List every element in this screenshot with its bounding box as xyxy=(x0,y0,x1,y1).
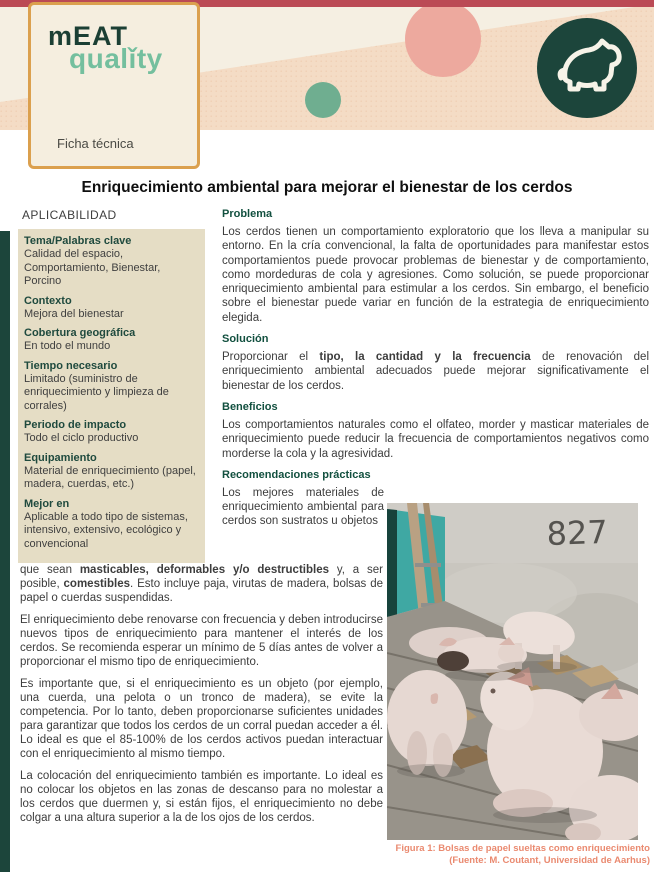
page-title: Enriquecimiento ambiental para mejorar el bienestar de los cerdos xyxy=(81,179,573,196)
sidebar-item-tiempo xyxy=(24,359,199,414)
sidebar-item-periodo xyxy=(24,418,199,446)
solucion-text-pre: Proporcionar el xyxy=(222,351,320,364)
recomendaciones-wrap-paragraph xyxy=(20,563,383,605)
pink-circle xyxy=(405,1,481,77)
sidebar-item-value: Mejora del bienestar xyxy=(24,307,124,320)
sidebar-item-label: Tiempo necesario xyxy=(24,359,118,372)
wrap-text-post: . Esto incluye paja, virutas de madera, bolsas de papel o cuerdas suspendidas. xyxy=(20,578,383,604)
beneficios-paragraph: Los comportamientos naturales como el olfateo, morder y masticar materiales de enriquecimiento puede reducir la frecuencia de comportamientos negativos como morderse la cola y la agresividad. xyxy=(222,418,649,460)
wrap-text-pre: que sean xyxy=(20,564,80,576)
solucion-text-post: de renovación del enriquecimiento ambiental adecuados puede mejorar significativamente el bienestar de los cerdos. xyxy=(222,351,649,392)
sidebar-item-tema xyxy=(24,234,199,289)
figure-caption-line1: Figura 1: Bolsas de papel sueltas como enriquecimiento xyxy=(395,843,650,854)
sidebar-heading: APLICABILIDAD xyxy=(22,208,117,222)
logo-meat: mEAT xyxy=(48,21,129,51)
solucion-paragraph xyxy=(222,350,649,393)
sidebar-item-cobertura xyxy=(24,326,199,354)
recomendaciones-paragraph-3: Es importante que, si el enriquecimiento es un objeto (por ejemplo, una cuerda, una pelota o un tronco de madera), se evite la competencia. Por lo tanto, deben proporcionarse suficientes unidades para garantizar que todos los cerdos de un corral puedan acceder a él. Lo ideal es que el 85-100% de los cerdos activos puedan interactuar con el enriquecimiento al mismo tiempo. xyxy=(20,678,383,760)
recomendaciones-paragraph-2: El enriquecimiento debe renovarse con frecuencia y deben introducirse nuevos tipos de enriquecimiento para mantener el interés de los cerdos. Se recomienda esperar un mínimo de 5 días antes de volver a proporcionar el mismo tipo de enriquecimiento. xyxy=(20,614,383,668)
sidebar-item-equipamiento xyxy=(24,451,199,492)
sidebar-item-label: Tema/Palabras clave xyxy=(24,235,132,247)
sidebar-item-label: Periodo de impacto xyxy=(24,419,127,431)
green-circle xyxy=(305,82,341,118)
section-heading-solucion: Solución xyxy=(222,333,269,346)
logo-box xyxy=(28,2,200,169)
wrap-text-bold1: masticables, deformables y/o destructibles xyxy=(79,564,329,576)
sidebar-box xyxy=(18,229,205,563)
sidebar-item-value: En todo el mundo xyxy=(24,340,111,352)
wrap-text-mid: y, a ser posible, xyxy=(20,564,384,590)
sidebar-item-value: Limitado (suministro de enriquecimiento y limpieza de corrales) xyxy=(24,372,169,412)
section-heading-problema: Problema xyxy=(222,208,273,220)
sidebar-item-label: Mejor en xyxy=(24,497,70,510)
section-heading-recomendaciones: Recomendaciones prácticas xyxy=(222,468,371,481)
sidebar-item-contexto xyxy=(24,294,199,322)
wrap-text-bold2: comestibles xyxy=(63,578,131,590)
figure-caption xyxy=(320,843,650,866)
main-column xyxy=(222,208,649,537)
logo-tagline: Ficha técnica xyxy=(57,136,134,151)
sidebar-item-value: Aplicable a todo tipo de sistemas, intensivo, extensivo, ecológico y convencional xyxy=(24,510,188,550)
pig-badge xyxy=(537,18,637,118)
lower-text-column xyxy=(20,563,383,833)
sidebar-item-label: Equipamiento xyxy=(24,451,97,464)
sidebar-item-mejor-en xyxy=(24,497,199,552)
problema-paragraph: Los cerdos tienen un comportamiento exploratorio que los lleva a manipular su entorno. En la cría convencional, la falta de oportunidades para manifestar estos comportamientos puede provocar problemas de bienestar y de comportamiento, como mordeduras de cola y agresiones. Como solución, se puede proporcionar enriquecimiento ambiental para estimular a los cerdos. Sin embargo, el beneficio sobre el bienestar puede variar en función de la estrategia de enriquecimiento elegida. xyxy=(222,226,649,324)
section-heading-beneficios: Beneficios xyxy=(222,400,278,413)
sidebar-item-label: Contexto xyxy=(24,294,72,307)
sidebar-item-value: Todo el ciclo productivo xyxy=(24,432,139,444)
sidebar-item-value: Calidad del espacio, Comportamiento, Bienestar, Porcino xyxy=(24,248,161,287)
solucion-text-bold: tipo, la cantidad y la frecuencia xyxy=(319,351,531,364)
figure-photo-pigs xyxy=(387,503,638,840)
pen-number: 827 xyxy=(545,512,609,553)
figure-caption-line2: (Fuente: M. Coutant, Universidad de Aarhus) xyxy=(449,854,650,866)
pigs-pen-illustration xyxy=(387,503,638,840)
recomendaciones-paragraph-4: La colocación del enriquecimiento también es importante. Lo ideal es no colocar los objetos en las zonas de descanso para no molestar a los cerdos que duermen y, si están fijos, el enriquecimiento no debe colgar a una altura superior a la de los ojos de los cerdos. xyxy=(20,770,383,824)
sidebar-item-label: Cobertura geográfica xyxy=(24,327,136,339)
logo-quality: qualǐty xyxy=(69,43,163,74)
left-accent-bar xyxy=(0,231,10,872)
sidebar-item-value: Material de enriquecimiento (papel, madera, cuerdas, etc.) xyxy=(24,464,196,490)
recomendaciones-intro-paragraph: Los mejores materiales de enriquecimiento ambiental para cerdos son sustratos u objetos xyxy=(222,486,384,528)
